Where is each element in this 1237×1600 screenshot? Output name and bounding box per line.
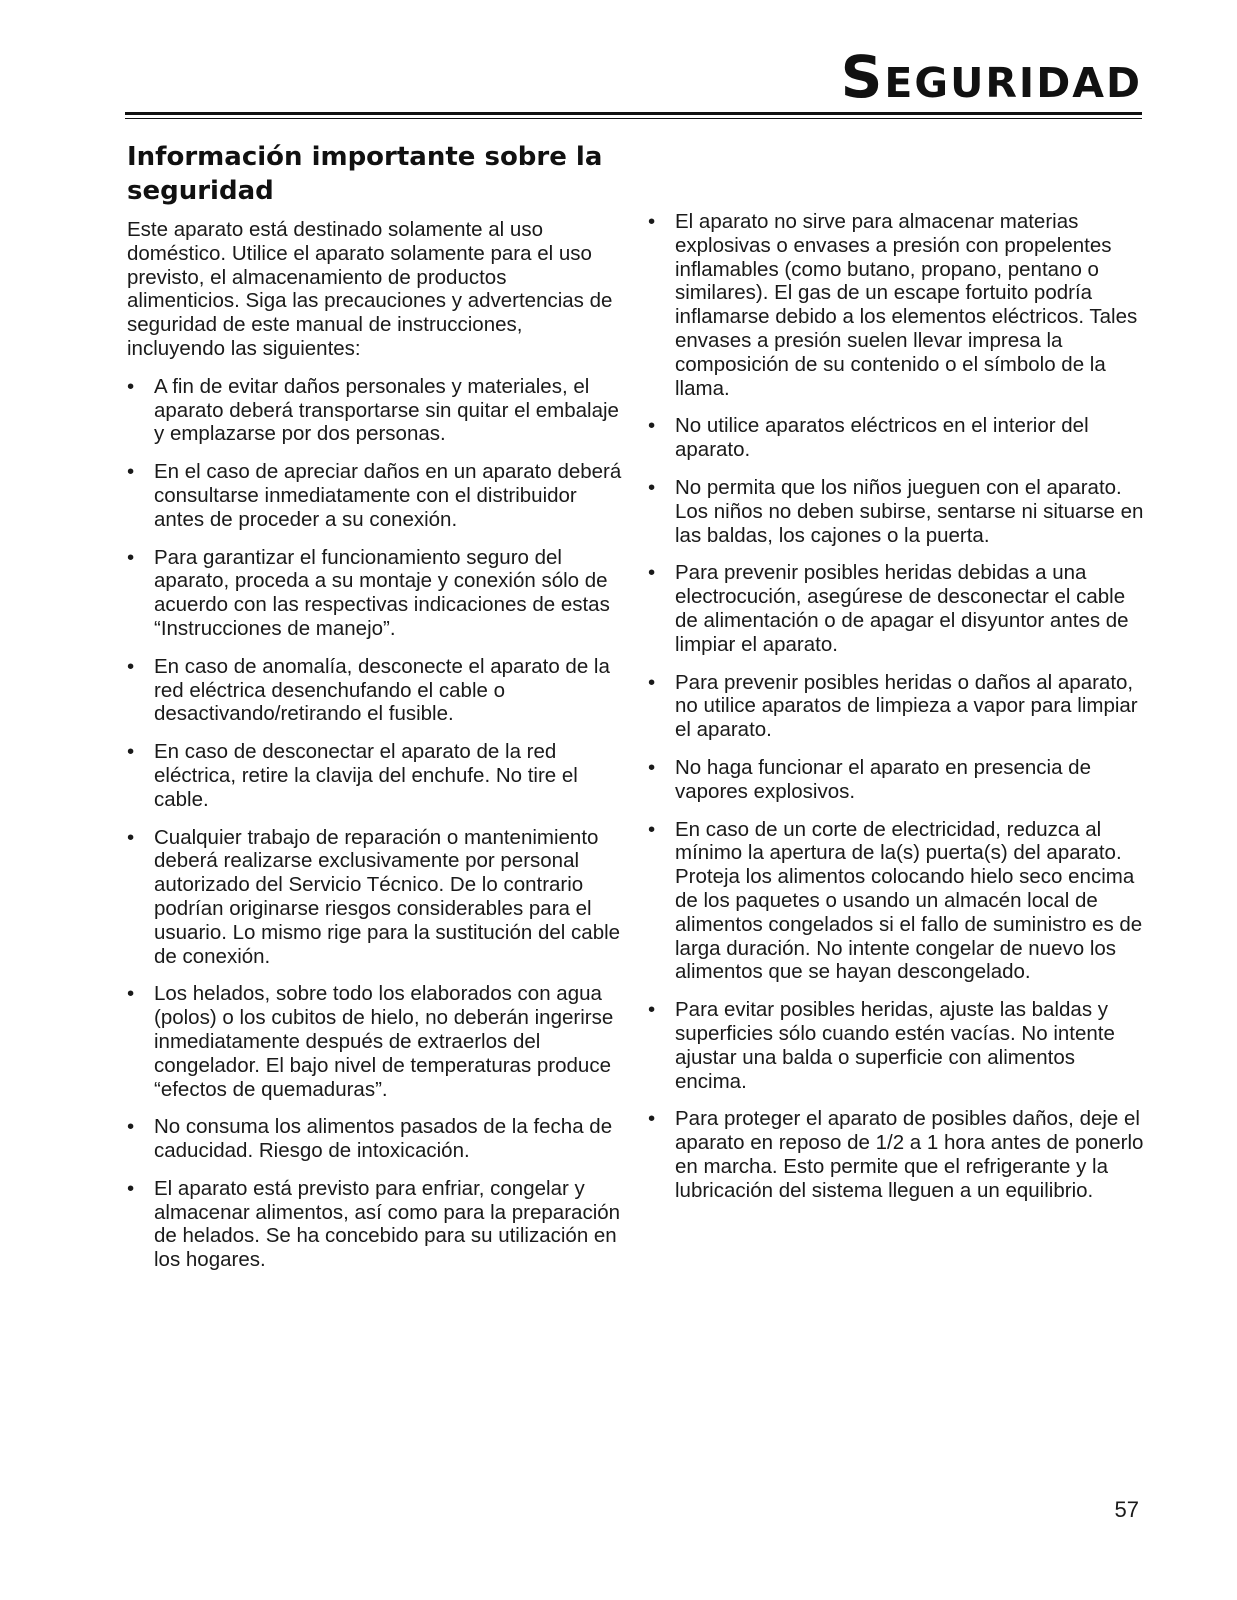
list-item bbox=[648, 998, 1144, 1093]
bullet-icon: • bbox=[648, 414, 656, 438]
bullet-icon: • bbox=[127, 825, 135, 849]
list-item bbox=[648, 561, 1144, 656]
bullet-icon: • bbox=[648, 755, 656, 779]
list-item bbox=[127, 1177, 623, 1272]
list-item-text: Para prevenir posibles heridas o daños al aparato, no utilice aparatos de limpieza a vapor para limpiar el aparato. bbox=[675, 670, 1138, 742]
list-item bbox=[127, 740, 623, 811]
page-header bbox=[125, 43, 1142, 119]
list-item-text: El aparato está previsto para enfriar, congelar y almacenar alimentos, así como para la preparación de helados. Se ha concebido para su utilización en los hogares. bbox=[154, 1176, 621, 1272]
bullet-icon: • bbox=[127, 374, 135, 398]
bullet-icon: • bbox=[127, 1115, 135, 1139]
list-item bbox=[648, 210, 1144, 400]
bullet-icon: • bbox=[648, 1107, 656, 1131]
list-item-text: No consuma los alimentos pasados de la fecha de caducidad. Riesgo de intoxicación. bbox=[154, 1115, 613, 1163]
bullet-icon: • bbox=[127, 740, 135, 764]
list-item-text: En caso de anomalía, desconecte el aparato de la red eléctrica desenchufando el cable o desactivando/retirando el fusible. bbox=[154, 654, 610, 726]
right-bullet-list bbox=[648, 210, 1144, 1202]
bullet-icon: • bbox=[127, 460, 135, 484]
list-item-text: No permita que los niños jueguen con el aparato. Los niños no deben subirse, sentarse ni situarse en las baldas, los cajones o la puerta. bbox=[675, 475, 1144, 547]
header-rule-thin bbox=[125, 118, 1142, 119]
list-item-text: Para garantizar el funcionamiento seguro del aparato, proceda a su montaje y conexión sólo de acuerdo con las respectivas indicaciones de estas “Instrucciones de manejo”. bbox=[154, 545, 610, 640]
bullet-icon: • bbox=[127, 654, 135, 678]
header-rule-thick bbox=[125, 112, 1142, 115]
list-item-text: Para prevenir posibles heridas debidas a una electrocución, asegúrese de desconectar el cable de alimentación o de apagar el disyuntor antes de limpiar el aparato. bbox=[675, 561, 1129, 656]
left-column bbox=[127, 140, 623, 1286]
list-item-text: No utilice aparatos eléctricos en el interior del aparato. bbox=[675, 414, 1089, 462]
article-title: Información importante sobre la seguridad bbox=[127, 142, 603, 206]
intro-paragraph: Este aparato está destinado solamente al uso doméstico. Utilice el aparato solamente para el uso previsto, el almacenamiento de productos alimenticios. Siga las precauciones y advertencias de seguridad de este manual de instrucciones, incluyendo las siguientes: bbox=[127, 218, 613, 360]
list-item bbox=[127, 460, 623, 531]
list-item-text: Cualquier trabajo de reparación o mantenimiento deberá realizarse exclusivamente por personal autorizado del Servicio Técnico. De lo contrario podrían originarse riesgos considerables para el usuario. Lo mismo rige para la sustitución del cable de conexión. bbox=[154, 825, 621, 968]
bullet-icon: • bbox=[648, 998, 656, 1022]
list-item bbox=[127, 826, 623, 969]
bullet-icon: • bbox=[648, 670, 656, 694]
list-item-text: A fin de evitar daños personales y materiales, el aparato deberá transportarse sin quitar el embalaje y emplazarse por dos personas. bbox=[154, 374, 619, 446]
list-item bbox=[648, 756, 1144, 804]
list-item-text: En el caso de apreciar daños en un aparato deberá consultarse inmediatamente con el distribuidor antes de proceder a su conexión. bbox=[154, 460, 622, 531]
list-item-text: Los helados, sobre todo los elaborados con agua (polos) o los cubitos de hielo, no deberán ingerirse inmediatamente después de extraerlos del congelador. El bajo nivel de temperaturas produce “efectos de quemaduras”. bbox=[154, 982, 614, 1101]
list-item-text: El aparato no sirve para almacenar materias explosivas o envases a presión con propelentes inflamables (como butano, propano, pentano o similares). El gas de un escape fortuito podría inflamarse debido a los elementos eléctricos. Tales envases a presión suelen llevar impresa la composición de su contenido o el símbolo de la llama. bbox=[675, 210, 1138, 400]
list-item bbox=[127, 375, 623, 446]
list-item bbox=[127, 982, 623, 1101]
list-item-text: No haga funcionar el aparato en presencia de vapores explosivos. bbox=[675, 755, 1091, 803]
list-item bbox=[648, 818, 1144, 985]
bullet-icon: • bbox=[648, 817, 656, 841]
list-item bbox=[648, 476, 1144, 547]
list-item-text: Para evitar posibles heridas, ajuste las baldas y superficies sólo cuando estén vacías. No intente ajustar una balda o superficie con alimentos encima. bbox=[675, 998, 1115, 1093]
section-title: Seguridad bbox=[840, 43, 1142, 111]
list-item-text: Para proteger el aparato de posibles daños, deje el aparato en reposo de 1/2 a 1 hora antes de ponerlo en marcha. Esto permite que el refrigerante y la lubricación del sistema lleguen a un equilibrio. bbox=[675, 1107, 1144, 1202]
list-item-text: En caso de un corte de electricidad, reduzca al mínimo la apertura de la(s) puerta(s) del aparato. Proteja los alimentos colocando hielo seco encima de los paquetes o usando un almacén local de alimentos congelados si el fallo de suministro es de larga duración. No intente congelar de nuevo los alimentos que se hayan descongelado. bbox=[675, 817, 1143, 984]
bullet-icon: • bbox=[648, 210, 656, 233]
list-item bbox=[648, 671, 1144, 742]
list-item bbox=[648, 414, 1144, 462]
right-column bbox=[648, 210, 1144, 1216]
list-item bbox=[127, 1115, 623, 1163]
bullet-icon: • bbox=[127, 982, 135, 1006]
left-bullet-list bbox=[127, 375, 623, 1272]
bullet-icon: • bbox=[648, 475, 656, 499]
list-item bbox=[127, 546, 623, 641]
bullet-icon: • bbox=[648, 561, 656, 585]
bullet-icon: • bbox=[127, 1176, 135, 1200]
page-number: 57 bbox=[1114, 1497, 1139, 1522]
bullet-icon: • bbox=[127, 545, 135, 569]
list-item-text: En caso de desconectar el aparato de la red eléctrica, retire la clavija del enchufe. No tire el cable. bbox=[154, 740, 578, 811]
list-item bbox=[648, 1107, 1144, 1202]
list-item bbox=[127, 655, 623, 726]
